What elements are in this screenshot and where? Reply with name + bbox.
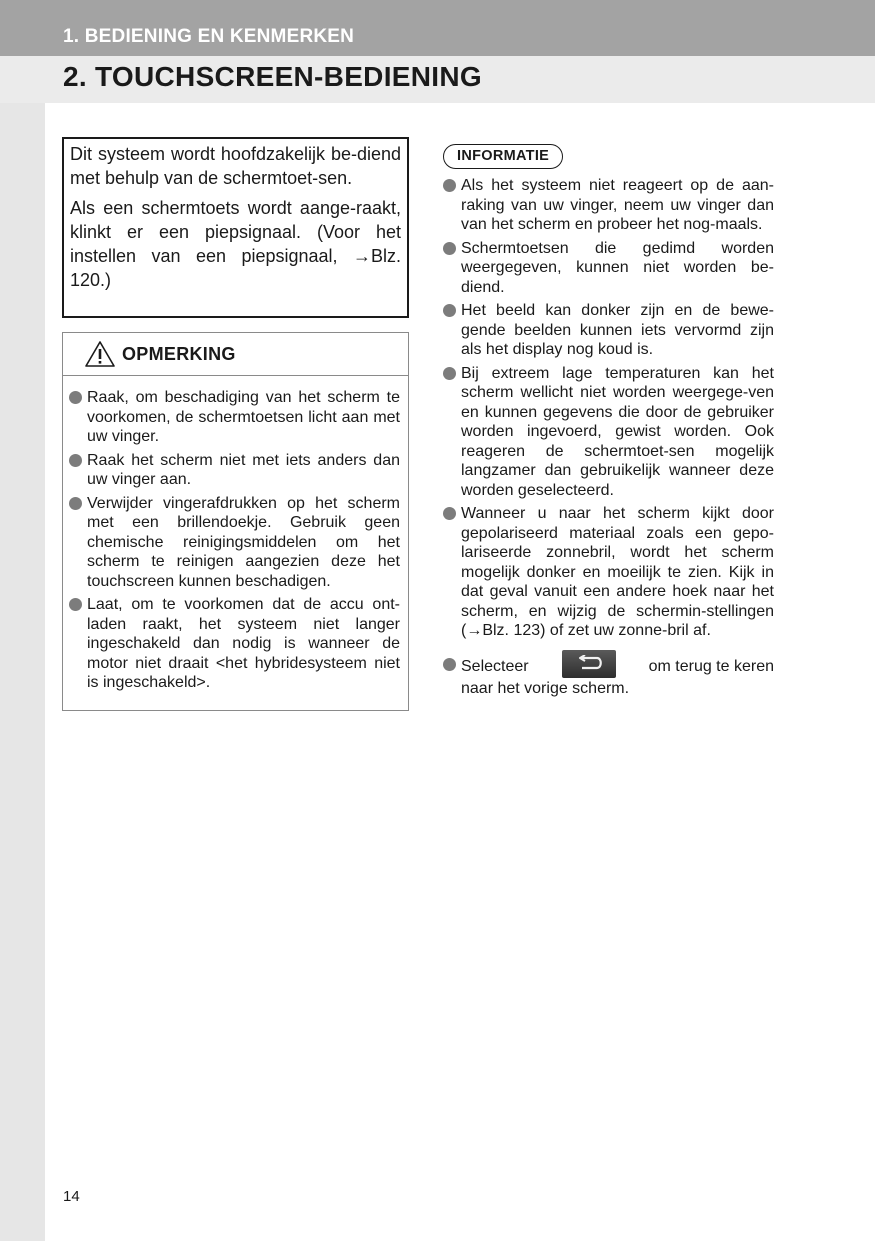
bullet-icon	[69, 497, 82, 510]
caution-box	[62, 332, 409, 711]
list-item-text: Raak het scherm niet met iets anders dan uw vinger aan.	[87, 451, 400, 488]
list-item	[443, 301, 774, 360]
select-before-text: Selecteer	[461, 657, 529, 675]
back-button[interactable]	[562, 650, 616, 678]
list-item	[443, 176, 774, 235]
list-item	[69, 595, 400, 693]
bullet-icon	[443, 242, 456, 255]
list-item-text: Het beeld kan donker zijn en de bewe-gende beelden kunnen iets vervormd zijn als het display nog koud is.	[461, 302, 774, 358]
list-item	[69, 494, 400, 592]
select-back-instruction	[443, 655, 774, 699]
list-item-text: Laat, om te voorkomen dat de accu ont-laden raakt, het systeem niet langer ingeschakeld dan nodig is wanneer de motor niet draait <het hybridesysteem niet is ingeschakeld>.	[87, 596, 400, 691]
list-item	[443, 239, 774, 298]
caution-header	[63, 333, 408, 376]
bullet-icon	[443, 658, 456, 671]
select-after-text: om terug te keren	[648, 657, 774, 675]
caution-list	[63, 376, 408, 693]
intro-paragraph: Dit systeem wordt hoofdzakelijk be-diend met behulp van de schermtoet-sen.	[70, 144, 401, 188]
list-item	[69, 388, 400, 447]
caution-title: OPMERKING	[122, 344, 236, 364]
list-item-text: Raak, om beschadiging van het scherm te voorkomen, de schermtoetsen licht aan met uw vinger.	[87, 389, 400, 445]
list-item-text: Wanneer u naar het scherm kijkt door gepolariseerd materiaal zoals een gepo-lariseerde zonnebril, wordt het scherm mogelijk donker en moeilijk te zien. Kijk in dat geval vanuit een andere hoek naar het scherm, en wijzig de schermin-stellingen (→Blz. 123) of zet uw zonne-bril af.	[461, 505, 774, 639]
warning-triangle-icon	[84, 340, 116, 368]
bullet-icon	[443, 304, 456, 317]
bullet-icon	[443, 507, 456, 520]
list-item-text: Als het systeem niet reageert op de aan-raking van uw vinger, neem uw vinger dan van het scherm en probeer het nog-maals.	[461, 177, 774, 233]
select-line-2: naar het vorige scherm.	[461, 679, 630, 697]
bullet-icon	[69, 598, 82, 611]
list-item	[443, 364, 774, 501]
bullet-icon	[69, 454, 82, 467]
back-arrow-icon	[575, 655, 603, 673]
list-item	[443, 504, 774, 641]
page-number: 14	[63, 1188, 80, 1205]
bullet-icon	[443, 179, 456, 192]
margin-strip	[0, 103, 45, 1241]
list-item-text: Schermtoetsen die gedimd worden weergegeven, kunnen niet worden be-diend.	[461, 239, 774, 296]
list-item-text: Bij extreem lage temperaturen kan het scherm wellicht niet worden weergege-ven en kunnen gegevens die door de gebruiker worden ingevoerd, gewist worden. Ook reageren de schermtoet-sen mogelijk langzamer dan gebruikelijk wanneer deze worden geselecteerd.	[461, 364, 774, 499]
info-list	[443, 176, 774, 641]
bullet-icon	[443, 367, 456, 380]
chapter-heading: 1. BEDIENING EN KENMERKEN	[63, 26, 355, 47]
list-item	[69, 451, 400, 490]
info-section	[443, 144, 774, 698]
bullet-icon	[69, 391, 82, 404]
page-title: 2. TOUCHSCREEN-BEDIENING	[63, 61, 482, 92]
intro-paragraph: Als een schermtoets wordt aange-raakt, klinkt er een piepsignaal. (Voor het instellen van een piepsignaal, →Blz. 120.)	[70, 198, 401, 290]
intro-box	[62, 137, 409, 318]
list-item-text: Verwijder vingerafdrukken op het scherm met een brillendoekje. Gebruik geen chemische reinigingsmiddelen om het scherm te reinigen aangezien deze het touchscreen kunnen beschadigen.	[87, 494, 400, 590]
info-badge: INFORMATIE	[443, 144, 563, 169]
